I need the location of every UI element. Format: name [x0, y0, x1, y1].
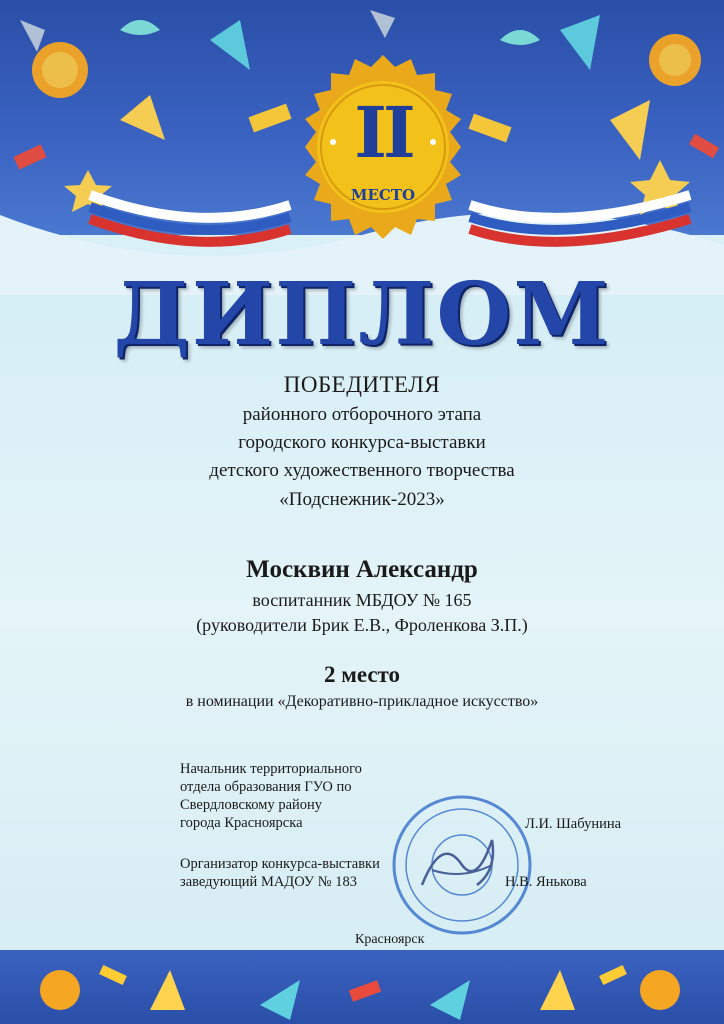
- recipient-institution: воспитанник МБДОУ № 165: [252, 590, 472, 610]
- award-nomination: в номинации «Декоративно-прикладное искусство»: [185, 693, 539, 710]
- first-title-line: Начальник территориального: [180, 761, 362, 777]
- seal-place-label: МЕСТО: [350, 186, 416, 204]
- city-label: Красноярск: [355, 932, 425, 947]
- second-title-line: заведующий МАДОУ № 183: [180, 874, 357, 890]
- official-stamp-icon: [382, 790, 542, 940]
- contest-name: «Подснежник-2023»: [279, 489, 445, 510]
- second-signatory-name: Н.В. Янькова: [505, 874, 587, 890]
- award-place: 2 место: [323, 662, 401, 687]
- bottom-confetti-decor: [0, 950, 724, 1024]
- seal-roman-numeral: II: [354, 91, 412, 174]
- recipient-name: Москвин Александр: [246, 556, 478, 583]
- stage-line: районного отборочного этапа: [242, 404, 482, 425]
- first-signatory-name: Л.И. Шабунина: [525, 816, 622, 832]
- contest-line: городского конкурса-выставки: [238, 432, 486, 453]
- first-title-line: отдела образования ГУО по: [180, 779, 352, 795]
- first-title-line: города Красноярска: [180, 815, 303, 831]
- winners-heading: ПОБЕДИТЕЛЯ: [283, 372, 441, 397]
- first-title-line: Свердловскому району: [180, 797, 323, 813]
- creativity-line: детского художественного творчества: [209, 460, 515, 481]
- recipient-leaders: (руководители Брик Е.В., Фроленкова З.П.): [196, 615, 528, 635]
- second-signatory-title: [180, 855, 380, 891]
- first-signatory-title: [180, 760, 362, 832]
- diploma-title: ДИПЛОМ: [113, 264, 611, 365]
- second-title-line: Организатор конкурса-выставки: [180, 856, 380, 872]
